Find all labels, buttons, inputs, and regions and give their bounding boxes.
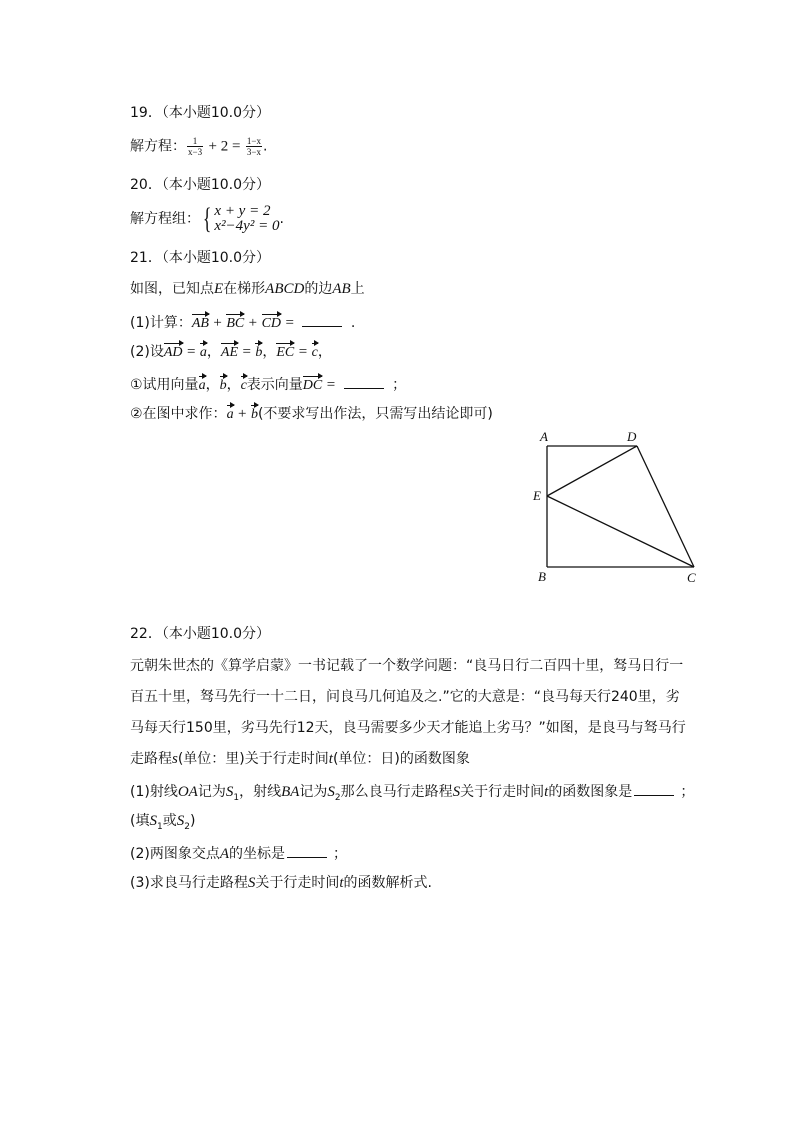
q21-s1-text-b: ， xyxy=(205,377,220,393)
equals-sign: = xyxy=(326,377,336,393)
q19-end: . xyxy=(262,138,268,155)
q21-point-e: E xyxy=(214,281,224,297)
q22-line2: 百五十里，驽马先行一十二日，问良马几何追及之.”它的大意是：“良马每天行240里，劣 xyxy=(130,689,680,705)
q19-plus-two: + 2 = xyxy=(208,138,241,155)
plus-sign: + xyxy=(238,406,247,422)
plus-sign: + xyxy=(213,315,222,331)
comma: ， xyxy=(262,344,277,360)
q19-equation xyxy=(130,136,267,157)
trapezoid-figure xyxy=(530,428,710,588)
q22-p2-text-a: (2)两图象交点 xyxy=(130,846,220,862)
q20-prefix: 解方程组： xyxy=(130,211,200,227)
q21-s1-text-a: ①试用向量 xyxy=(130,377,199,393)
q22-p1-text-g: 的函数图象是 xyxy=(548,784,633,800)
q22-part2 xyxy=(130,843,347,863)
answer-blank[interactable] xyxy=(287,843,327,858)
q19-fraction-1 xyxy=(187,136,203,157)
plus-sign: + xyxy=(248,315,258,331)
q21-header: 21．（本小题10.0分） xyxy=(130,250,270,266)
q22-line4-text-a: 走路程 xyxy=(130,751,172,767)
q21-sub2 xyxy=(130,405,493,424)
q22-line3: 马每天行150里，劣马先行12天，良马需要多少天才能追上劣马？”如图，是良马与驽马行 xyxy=(130,720,686,736)
vector-b: b xyxy=(255,345,263,360)
q22-fill-hint xyxy=(130,812,195,836)
q21-p2-end: ， xyxy=(317,344,332,360)
q22-part1 xyxy=(130,781,694,807)
q21-s2-text-b: (不要求写出作法，只需写出结论即可) xyxy=(257,406,493,422)
subscript-2: 2 xyxy=(334,792,341,803)
var-s: S xyxy=(247,875,256,891)
var-t: t xyxy=(339,875,344,891)
var-t: t xyxy=(544,784,549,800)
equals-sign: = xyxy=(242,344,251,360)
vector-a: a xyxy=(199,345,207,360)
vector-dc: DC xyxy=(302,378,323,393)
q22-p1-end: ； xyxy=(680,784,695,800)
q20-brace: { xyxy=(202,202,212,235)
label-a: A xyxy=(540,429,548,444)
vector-ad: AD xyxy=(163,345,183,360)
q22-line4-text-c: (单位：日)的函数图象 xyxy=(332,751,470,767)
var-t: t xyxy=(328,751,333,767)
q21-s1-text-c: 表示向量 xyxy=(246,377,303,393)
q21-intro-text-c: 的边 xyxy=(304,281,333,297)
comma: ， xyxy=(206,344,221,360)
vector-bc: BC xyxy=(226,316,245,331)
segment-ed xyxy=(547,446,637,496)
q22-part3 xyxy=(130,874,432,892)
ray-oa: OA xyxy=(177,784,198,800)
subscript-1: 1 xyxy=(156,821,163,832)
ray-ba: BA xyxy=(281,784,300,800)
q21-intro-text-a: 如图，已知点 xyxy=(130,281,214,297)
q21-sub1 xyxy=(130,374,406,395)
q21-part1 xyxy=(130,312,355,333)
vector-c: c xyxy=(311,345,318,360)
q22-line4-text-b: (单位：里)关于行走时间 xyxy=(177,751,329,767)
q22-line4 xyxy=(130,750,470,768)
vector-a: a xyxy=(226,407,234,422)
q19-header: 19．（本小题10.0分） xyxy=(130,105,270,121)
q22-fill-text-b: 或 xyxy=(162,813,177,829)
q22-p3-text-a: (3)求良马行走路程 xyxy=(130,875,248,891)
label-e: E xyxy=(533,488,541,503)
vector-b: b xyxy=(250,407,258,422)
q22-p3-text-c: 的函数解析式. xyxy=(343,875,432,891)
q22-header: 22．（本小题10.0分） xyxy=(130,626,270,642)
q19-f2-numerator: 1−x xyxy=(246,136,261,146)
label-d: D xyxy=(627,429,637,444)
q20-end: . xyxy=(279,211,284,227)
var-s1: S xyxy=(225,784,234,800)
q21-side-ab: AB xyxy=(332,281,351,297)
vector-ec: EC xyxy=(276,345,295,360)
q19-prefix: 解方程： xyxy=(130,138,186,155)
q20-eq1: x + y = 2 xyxy=(214,203,271,219)
equals-sign: = xyxy=(186,344,196,360)
subscript-1: 1 xyxy=(233,792,240,803)
vector-ae: AE xyxy=(220,345,238,360)
subscript-2: 2 xyxy=(184,821,190,832)
q21-intro-text-b: 在梯形 xyxy=(223,281,266,297)
var-s: S xyxy=(452,784,461,800)
equals-sign: = xyxy=(285,315,294,331)
q19-f2-denominator: 3−x xyxy=(246,147,261,157)
vector-cd: CD xyxy=(261,316,282,331)
q21-trapezoid-name: ABCD xyxy=(265,281,305,297)
answer-blank[interactable] xyxy=(344,374,384,389)
q22-p1-text-a: (1)射线 xyxy=(130,784,178,800)
segment-ec xyxy=(547,496,694,567)
vector-c: c xyxy=(240,378,247,393)
q22-p1-text-f: 关于行走时间 xyxy=(460,784,545,800)
q20-equations xyxy=(214,204,279,234)
q20-header: 20．（本小题10.0分） xyxy=(130,177,270,193)
q19-f1-numerator: 1 xyxy=(187,136,203,147)
edge-dc xyxy=(637,446,694,567)
point-a: A xyxy=(219,846,230,862)
q22-line1: 元朝朱世杰的《算学启蒙》一书记载了一个数学问题：“良马日行二百四十里，驽马日行一 xyxy=(130,658,684,674)
q22-p1-text-c: ，射线 xyxy=(239,784,282,800)
answer-blank[interactable] xyxy=(634,781,674,796)
q21-s2-text-a: ②在图中求作： xyxy=(130,406,227,422)
q19-fraction-2 xyxy=(246,136,262,157)
answer-blank[interactable] xyxy=(302,312,342,327)
q20-eq2: x²−4y² = 0 xyxy=(214,218,280,234)
q21-p2-label: (2)设 xyxy=(130,344,164,360)
var-s: s xyxy=(172,751,178,767)
q22-p3-text-b: 关于行走时间 xyxy=(255,875,340,891)
label-c: C xyxy=(687,570,696,585)
q21-part2 xyxy=(130,343,332,362)
q22-p2-text-b: 的坐标是 xyxy=(229,846,286,862)
q22-fill-text-a: (填 xyxy=(130,813,150,829)
q21-p1-end: . xyxy=(350,315,356,331)
q19-f1-denominator: x−3 xyxy=(188,147,203,157)
vector-b: b xyxy=(219,378,227,393)
q21-s1-end: ； xyxy=(392,377,407,393)
label-b: B xyxy=(538,569,546,584)
q22-p1-text-d: 记为 xyxy=(299,784,328,800)
equals-sign: = xyxy=(298,344,308,360)
q21-s1-text-b: ， xyxy=(226,377,241,393)
q21-intro xyxy=(130,280,365,298)
var-s1: S xyxy=(149,813,157,829)
q22-p1-text-b: 记为 xyxy=(197,784,226,800)
vector-ab: AB xyxy=(191,316,209,331)
vector-a: a xyxy=(198,378,206,393)
q21-intro-text-d: 上 xyxy=(350,281,365,297)
q22-p2-end: ； xyxy=(333,846,348,862)
q22-fill-end: ) xyxy=(189,813,196,829)
q21-p1-label: (1)计算： xyxy=(130,315,192,331)
var-s2: S xyxy=(327,784,335,800)
var-s2: S xyxy=(176,813,185,829)
q20-system xyxy=(130,204,284,234)
q22-p1-text-e: 那么良马行走路程 xyxy=(340,784,453,800)
